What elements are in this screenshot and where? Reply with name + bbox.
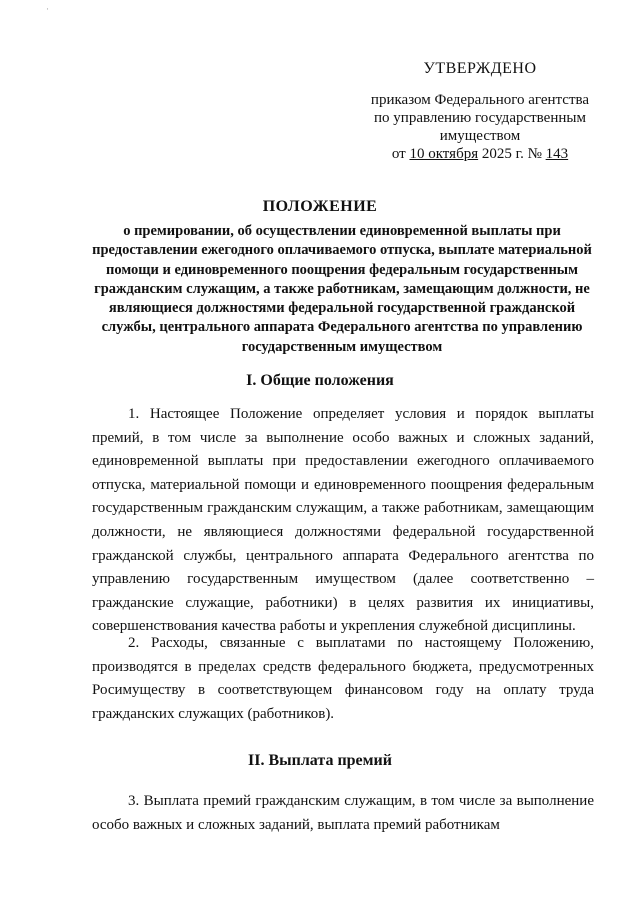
approval-heading: УТВЕРЖДЕНО	[423, 60, 537, 77]
date-prefix: от	[391, 146, 410, 162]
order-number: 143	[545, 146, 569, 162]
approval-date-line	[365, 145, 595, 163]
paragraph: 1. Настоящее Положение определяет условия и порядок выплаты премий, в том числе за выполнение особо важных и сложных заданий, единовременной выплаты при предоставлении ежегодного оплачиваемого отпуска, материальной помощи и единовременного поощрения федеральным государственным гражданским служащим, а также работникам, замещающим должности, не являющиеся должностями федеральной государственной гражданской службы, центрального аппарата Федерального агентства по управлению государственным имуществом (далее соответственно – гражданские служащие, работники) в целях развития их инициативы, совершенствования качества работы и укрепления служебной дисциплины.	[92, 406, 594, 635]
document-title: ПОЛОЖЕНИЕ	[262, 198, 378, 215]
paragraph: 2. Расходы, связанные с выплатами по настоящему Положению, производятся в пределах средств федерального бюджета, предусмотренных Росимуществу в соответствующем финансовом году на оплату труда гражданских служащих (работников).	[92, 635, 594, 722]
paragraph: 3. Выплата премий гражданским служащим, в том числе за выполнение особо важных и сложных заданий, выплата премий работникам	[92, 793, 594, 833]
approval-date: 10 октября	[409, 146, 479, 162]
approval-line: приказом Федерального агентства	[370, 92, 590, 108]
approval-line: по управлению государственным	[374, 110, 586, 126]
section-heading: I. Общие положения	[246, 372, 394, 389]
document-subtitle: о премировании, об осуществлении единовременной выплаты при предоставлении ежегодного оплачиваемого отпуска, выплате материальной помощи и единовременного поощрения федеральным государственным гражданским служащим, а также работникам, замещающим должности, не являющиеся должностями федеральной государственной гражданской службы, центрального аппарата Федерального агентства по управлению государственным имуществом	[92, 223, 592, 355]
date-suffix: 2025 г. №	[478, 146, 546, 162]
approval-line: имуществом	[439, 128, 521, 144]
approval-block	[365, 91, 595, 163]
scan-mark: ·	[46, 4, 49, 14]
section-heading: II. Выплата премий	[247, 752, 392, 769]
